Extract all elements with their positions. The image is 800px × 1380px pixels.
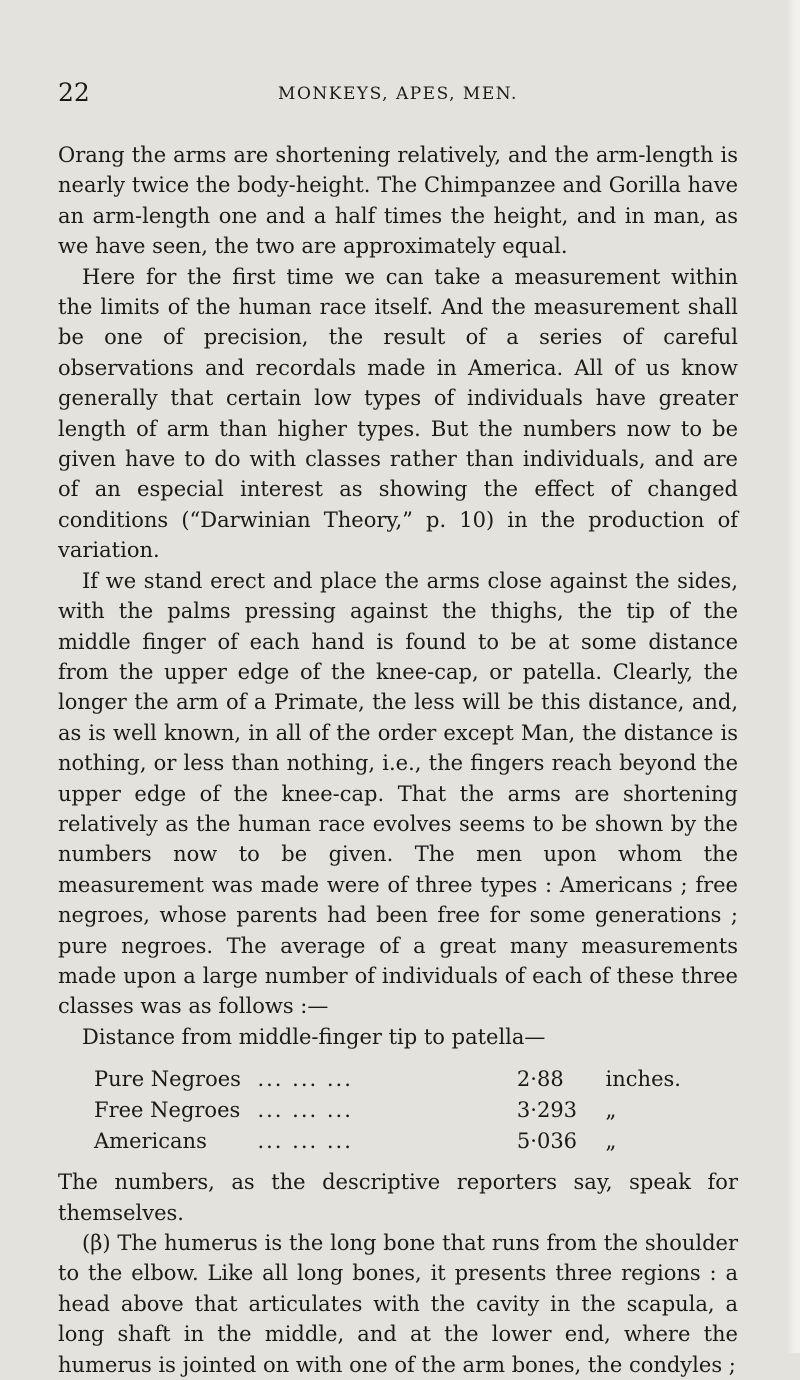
page-edge [786, 0, 800, 1353]
paragraph-3: If we stand erect and place the arms close against the sides, with the palms pressing against the thighs, the tip of the middle finger of each hand is found to be at some distance from the upper edge of the knee-cap, or patella. Clearly, the longer the arm of a Primate, the less will be this distance, and, as is well known, in all of the order except Man, the distance is nothing, or less than nothing, i.e., the fingers reach beyond the upper edge of the knee-cap. That the arms are shortening relatively as the human race evolves seems to be shown by the numbers now to be given. The men upon whom the measurement was made were of three types : Americans ; free negroes, whose parents had been free for some generations ; pure negroes. The average of a great many measurements made upon a large number of individuals of each of these three classes was as follows :— [58, 568, 738, 1019]
paragraph-4: Distance from middle-finger tip to patella— [82, 1024, 546, 1049]
page-header [58, 78, 738, 110]
table-row [94, 1126, 694, 1157]
paragraph-1: Orang the arms are shortening relatively, and the arm-length is nearly twice the body-height. The Chimpanzee and Gorilla have an arm-length one and a half times the height, and in man, as we have seen, the two are approximately equal. [58, 143, 738, 259]
row-value: 2·88 [516, 1067, 564, 1092]
row-label: Free Negroes [94, 1098, 241, 1123]
row-value: 3·293 [516, 1098, 578, 1123]
page-number: 22 [58, 78, 90, 107]
paragraph-5: The numbers, as the descriptive reporters say, speak for themselves. [58, 1170, 738, 1225]
leader-dots: ... ... ... [257, 1129, 353, 1154]
leader-dots: ... ... ... [257, 1098, 353, 1123]
row-value: 5·036 [516, 1129, 578, 1154]
table-row [94, 1095, 694, 1126]
running-head: MONKEYS, APES, MEN. [278, 84, 518, 104]
leader-dots: ... ... ... [257, 1067, 353, 1092]
row-label: Americans [94, 1129, 207, 1154]
row-label: Pure Negroes [94, 1067, 241, 1092]
body-text [58, 140, 738, 1380]
row-unit: „ [605, 1129, 617, 1154]
row-unit: inches. [605, 1067, 681, 1092]
measurement-table [94, 1064, 694, 1157]
table-row [94, 1064, 694, 1095]
row-unit: „ [605, 1098, 617, 1123]
paragraph-6: (β) The humerus is the long bone that runs from the shoulder to the elbow. Like all long bones, it presents three regions : a head above that articulates with the cavity in the scapula, a long shaft in the middle, and at the lower end, where the humerus is jointed on with one of the arm bones, the condyles ; [58, 1231, 738, 1377]
paragraph-2: Here for the first time we can take a measurement within the limits of the human race itself. And the measurement shall be one of precision, the result of a series of careful observations and recordals made in America. All of us know generally that certain low types of individuals have greater length of arm than higher types. But the numbers now to be given have to do with classes rather than individuals, and are of an especial interest as showing the effect of changed conditions (“Darwinian Theory,” p. 10) in the production of variation. [58, 264, 738, 563]
